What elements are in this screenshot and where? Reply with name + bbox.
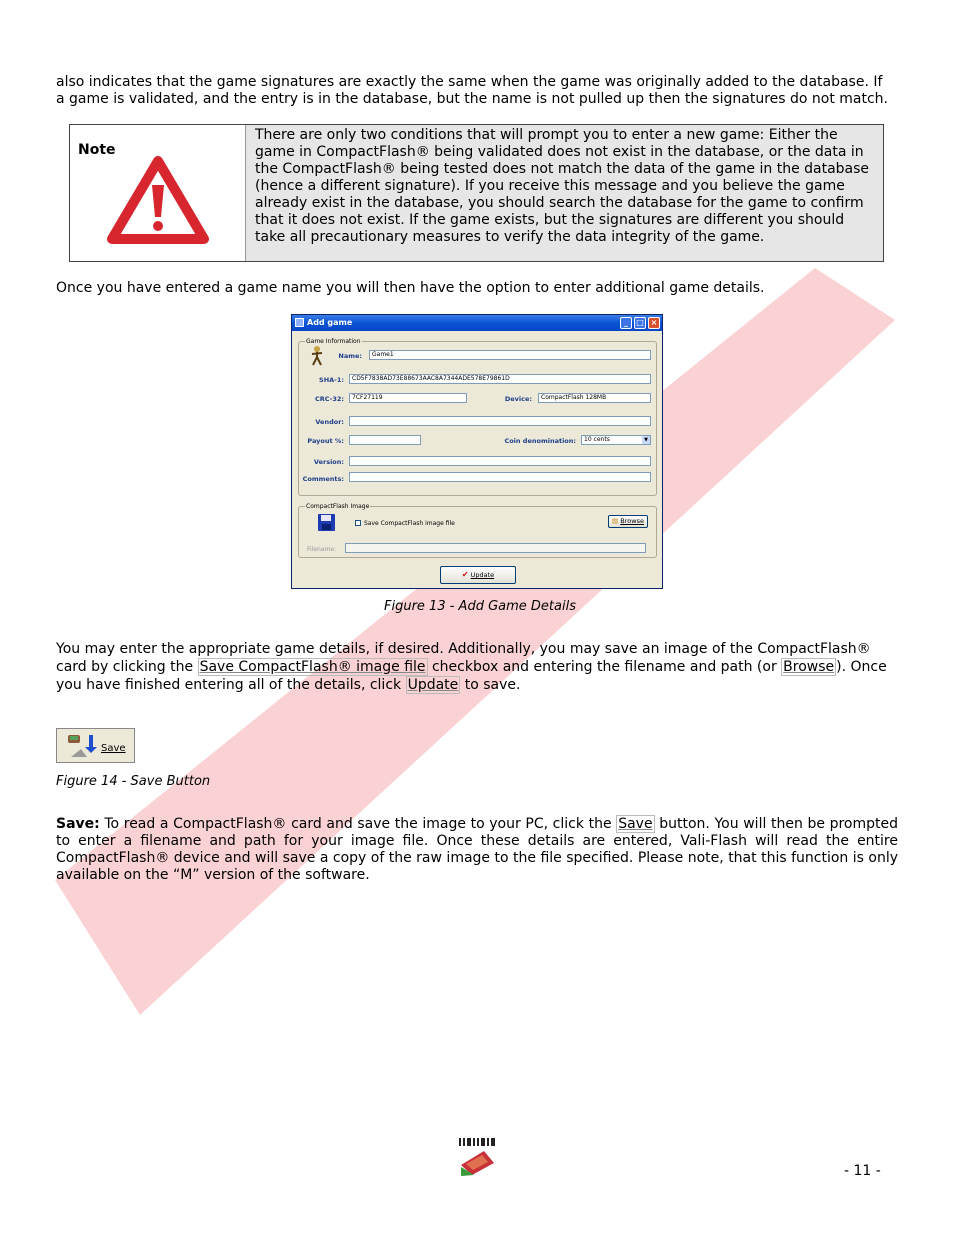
update-reference: Update <box>407 677 459 693</box>
page-number: - 11 - <box>844 1163 881 1179</box>
save-button-screenshot <box>56 728 135 763</box>
details-text-4: to save. <box>460 677 521 693</box>
window-app-icon <box>295 318 304 327</box>
checkmark-icon: ✔ <box>461 570 469 579</box>
intro-line-2: a game is validated, and the entry is in the database, but the name is not pulled up then the signatures do not match. <box>56 91 889 107</box>
name-input[interactable]: Game1 <box>369 350 651 360</box>
name-label: Name: <box>338 352 362 360</box>
folder-icon: ▤ <box>612 517 619 525</box>
sha1-field[interactable]: CD5F7838AD73E88673AAC8A7344ADE578E79861D <box>349 374 651 384</box>
update-label: Update <box>470 571 495 579</box>
intro-line-1: also indicates that the game signatures are exactly the same when the game was originally added to the database. If <box>56 74 883 90</box>
details-text-1: You may enter the appropriate game details, if desired. Additionally, you may save an image of the CompactFlash® card by clicking the <box>56 641 871 675</box>
browse-reference: Browse <box>783 659 835 675</box>
figure-13-caption: Figure 13 - Add Game Details <box>384 599 576 614</box>
dialog-title: Add game <box>307 318 353 327</box>
browse-label: Browse <box>620 517 644 525</box>
note-title: Note <box>78 142 116 158</box>
details-paragraph <box>56 640 898 694</box>
save-reference: Save <box>618 816 653 832</box>
payout-label: Payout %: <box>307 437 344 445</box>
save-text-2: button. You will then be prompted to enter a filename and path for your image file. Once these details are entered, Vali-Flash will read the entire CompactFlash® device and will save a copy of the raw image to the file specified. Please note, that this function is only available on the “M” version of the software. <box>56 816 898 883</box>
version-input[interactable] <box>349 456 651 466</box>
note-text: There are only two conditions that will prompt you to enter a new game: Either the game in CompactFlash® being validated does not exist in the database, or the data in the CompactFlash® being tested does not match the data of the game in the database (hence a different signature). If you receive this message and you believe the game already exist in the database, you should search the database for the game to confirm that it does not exist. If the game exists, but the signatures are different you should take all precautionary measures to verify the data integrity of the game. <box>246 125 883 261</box>
vendor-label: Vendor: <box>315 418 344 426</box>
crc32-field[interactable]: 7CF27119 <box>349 393 467 403</box>
payout-input[interactable] <box>349 435 421 445</box>
comments-input[interactable] <box>349 472 651 482</box>
save-text-1: To read a CompactFlash® card and save the image to your PC, click the <box>99 816 617 832</box>
filename-label: Filename: <box>307 546 337 553</box>
filename-input[interactable] <box>345 543 646 553</box>
coin-denomination-select[interactable] <box>581 435 651 445</box>
note-box <box>69 124 884 262</box>
compactflash-image-label: CompactFlash Image <box>306 503 370 510</box>
dialog-titlebar <box>292 315 662 331</box>
floppy-disk-icon <box>318 514 335 531</box>
update-button[interactable] <box>440 566 516 584</box>
figure-14-caption: Figure 14 - Save Button <box>56 774 211 789</box>
save-image-checkbox-label: Save CompactFlash image file <box>364 520 455 527</box>
coin-denomination-label: Coin denomination: <box>504 437 576 445</box>
crc32-label: CRC-32: <box>314 395 344 403</box>
device-field[interactable]: CompactFlash 128MB <box>538 393 651 403</box>
save-button-label: Save <box>101 743 126 754</box>
device-label: Device: <box>504 395 532 403</box>
close-icon[interactable]: × <box>648 317 660 329</box>
comments-label: Comments: <box>302 475 344 483</box>
save-description-paragraph <box>56 816 898 884</box>
save-image-checkbox[interactable] <box>355 520 361 526</box>
browse-button[interactable] <box>608 515 648 528</box>
details-text-2: checkbox and entering the filename and path (or <box>427 659 782 675</box>
save-image-file-reference: Save CompactFlash® image file <box>199 659 426 675</box>
chevron-down-icon[interactable]: ▼ <box>642 436 650 444</box>
save-to-disk-icon <box>67 733 99 759</box>
sha1-label: SHA-1: <box>319 376 344 384</box>
coin-denomination-value: 10 cents <box>584 436 610 443</box>
add-game-dialog <box>291 314 663 589</box>
maximize-icon[interactable]: □ <box>634 317 646 329</box>
warning-icon <box>106 155 210 247</box>
save-term: Save: <box>56 816 100 832</box>
note-label-cell <box>70 125 246 261</box>
details-text-3: ). Once you have finished entering all of the details, click <box>56 659 887 693</box>
intro-paragraph <box>56 74 898 108</box>
once-entered-paragraph: Once you have entered a game name you will then have the option to enter additional game details. <box>56 280 765 296</box>
vendor-input[interactable] <box>349 416 651 426</box>
version-label: Version: <box>313 458 344 466</box>
game-information-label: Game Information <box>306 338 361 345</box>
vali-flash-logo-icon <box>458 1137 498 1177</box>
minimize-icon[interactable]: _ <box>620 317 632 329</box>
